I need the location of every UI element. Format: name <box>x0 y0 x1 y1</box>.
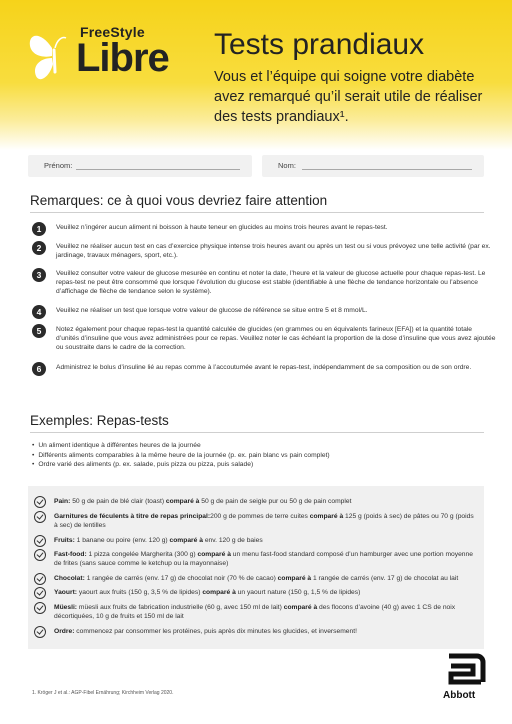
examples-panel <box>28 486 484 649</box>
example-text: Ordre: commencez par consommer les protéines, puis après dix minutes les glucides, et inversement! <box>54 628 357 635</box>
number-badge: 4 <box>32 305 46 319</box>
remark-text: Veuillez ne réaliser un test que lorsque votre valeur de glucose de référence se situe entre 5 et 8 mmol/L. <box>56 307 368 314</box>
remark-text: Veuillez n’ingérer aucun aliment ni boisson à haute teneur en glucides au moins trois heures avant le repas-test. <box>56 224 388 231</box>
example-text: Müesli: müesli aux fruits de fabrication industrielle (60 g, avec 150 ml de lait) comparé à des flocons d’avoine (40 g) avec 1 CS de noix décortiquées, 10 g de fruits et 150 ml de lait <box>54 604 456 621</box>
bullet-item: • Ordre varié des aliments (p. ex. salade, puis pizza ou pizza, puis salade) <box>32 460 330 470</box>
bullet-item: • Un aliment identique à différentes heures de la journée <box>32 441 330 451</box>
examples-bullets <box>32 441 330 470</box>
page-title: Tests prandiaux <box>214 28 425 61</box>
prenom-field[interactable] <box>28 155 252 177</box>
abbott-wordmark: Abbott <box>443 690 476 701</box>
divider <box>30 212 484 213</box>
prenom-line <box>76 169 240 170</box>
remark-text: Administrez le bolus d’insuline lié au repas comme à l’accoutumée avant le repas-test, indépendamment de sa composition ou de son ordre. <box>56 364 472 371</box>
freestyle-libre-logo <box>26 22 186 92</box>
check-circle-icon <box>34 535 46 547</box>
remarks-heading: Remarques: ce à quoi vous devriez faire attention <box>30 193 328 208</box>
number-badge: 1 <box>32 222 46 236</box>
number-badge: 3 <box>32 268 46 282</box>
example-text: Fast-food: 1 pizza congelée Margherita (300 g) comparé à un menu fast-food standard composé d’un hamburger avec une portion moyenne de frites (sans sauce comme le ketchup ou la mayonnaise) <box>54 551 473 568</box>
brand-libre: Libre <box>76 36 169 80</box>
nom-label: Nom: <box>278 161 296 170</box>
example-text: Yaourt: yaourt aux fruits (150 g, 3,5 % de lipides) comparé à un yaourt nature (150 g, 1,5 % de lipides) <box>54 589 361 596</box>
check-circle-icon <box>34 549 46 561</box>
nom-line <box>302 169 472 170</box>
example-text: Fruits: 1 banane ou poire (env. 120 g) comparé à env. 120 g de baies <box>54 537 263 544</box>
bullet-item: • Différents aliments comparables à la même heure de la journée (p. ex. pain blanc vs pain complet) <box>32 451 330 461</box>
check-circle-icon <box>34 626 46 638</box>
number-badge: 2 <box>32 241 46 255</box>
number-badge: 6 <box>32 362 46 376</box>
remark-text: Notez également pour chaque repas-test la quantité calculée de glucides (en grammes ou en équivalents farineux [EFA]) et la quantité totale d’unités d’insuline que vous avez administrées pour ce repas. Veuillez noter le cas échéant la proportion de la dose d’insuline que vous avez ajoutée ou soustraite dans le cadre de la correction. <box>56 326 496 352</box>
prenom-label: Prénom: <box>44 161 73 170</box>
example-text: Pain: 50 g de pain de blé clair (toast) comparé à 50 g de pain de seigle pur ou 50 g de pain complet <box>54 498 352 505</box>
check-circle-icon <box>34 573 46 585</box>
header-band <box>0 0 512 150</box>
footnote: 1. Kröger J et al.: AGP-Fibel Ernährung; Kirchheim Verlag 2020. <box>32 690 174 696</box>
example-text: Chocolat: 1 rangée de carrés (env. 17 g) de chocolat noir (70 % de cacao) comparé à 1 rangée de carrés (env. 17 g) de chocolat au lait <box>54 575 459 582</box>
page-subtitle: Vous et l’équipe qui soigne votre diabète avez remarqué qu’il serait utile de réaliser des tests prandiaux¹. <box>214 69 483 125</box>
check-circle-icon <box>34 496 46 508</box>
example-text: Garnitures de féculents à titre de repas principal:200 g de pommes de terre cuites comparé à 125 g (poids à sec) de pâtes ou 70 g (poids à sec) de lentilles <box>54 513 474 530</box>
check-circle-icon <box>34 587 46 599</box>
number-badge: 5 <box>32 324 46 338</box>
check-circle-icon <box>34 511 46 523</box>
brand-freestyle: FreeStyle <box>80 24 145 40</box>
remark-text: Veuillez consulter votre valeur de glucose mesurée en continu et noter la date, l’heure et la valeur de glucose actuelle pour chaque repas-test. Le repas-test ne peut être consommé que lorsque l’évolution du glucose est stable (identifiable à une flèche de tendance horizontale ou l’absence d’affichage de flèche de tendance selon le système). <box>56 270 486 296</box>
examples-heading: Exemples: Repas-tests <box>30 413 169 428</box>
nom-field[interactable] <box>262 155 484 177</box>
butterfly-icon <box>26 26 82 86</box>
divider <box>30 432 484 433</box>
remark-text: Veuillez ne réaliser aucun test en cas d’exercice physique intense trois heures avant ou après un test ou si vous prévoyez une telle activité (par ex. jardinage, travaux ménagers, sport, etc.). <box>56 243 491 260</box>
check-circle-icon <box>34 602 46 614</box>
